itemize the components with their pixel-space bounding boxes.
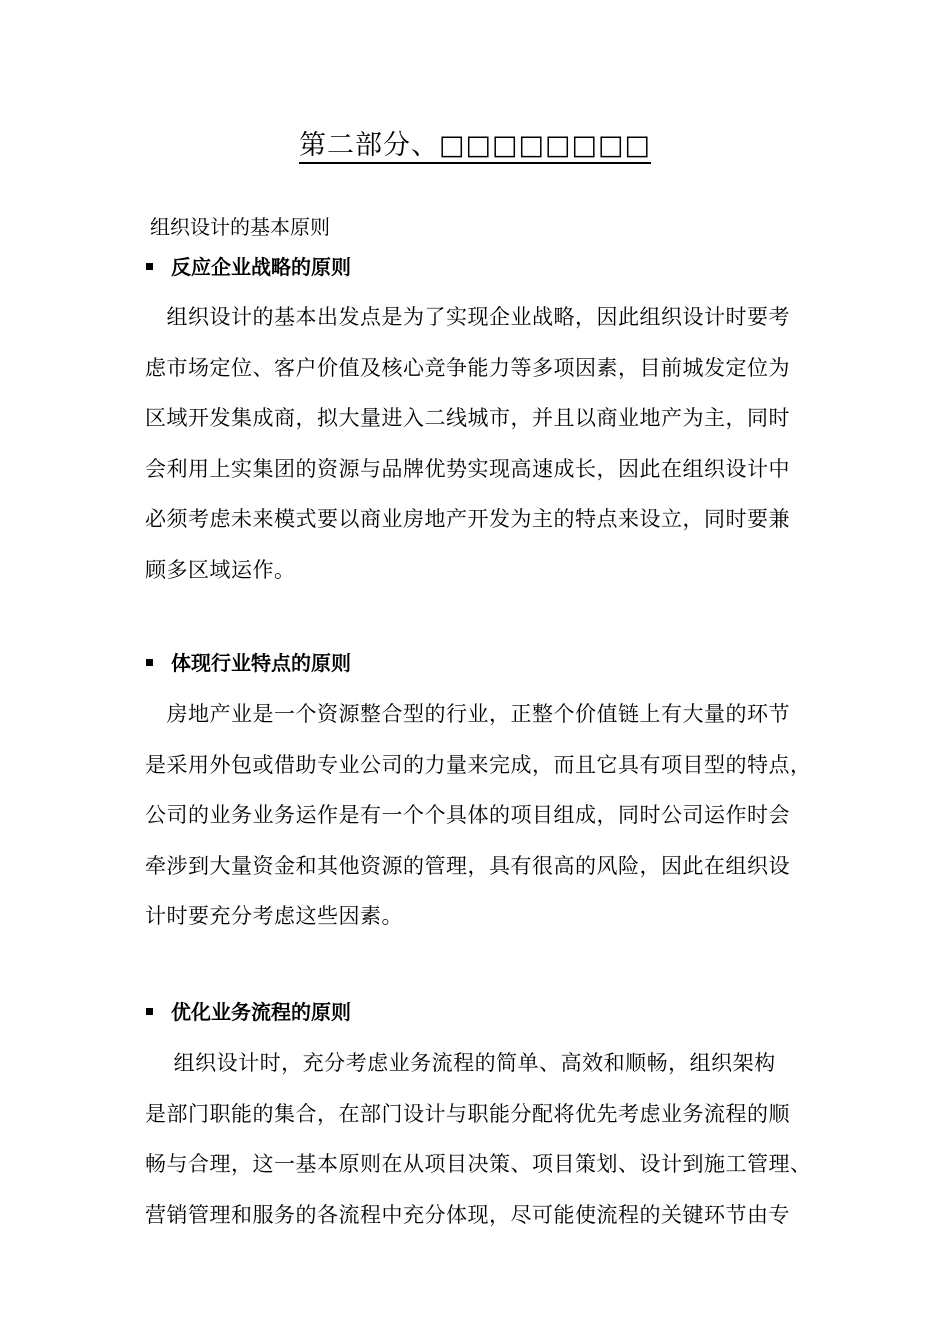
paragraph-line: 必须考虑未来模式要以商业房地产开发为主的特点来设立，同时要兼 bbox=[145, 507, 790, 531]
paragraph-line: 计时要充分考虑这些因素。 bbox=[145, 904, 403, 928]
bullet-heading-label: 反应企业战略的原则 bbox=[171, 255, 351, 279]
page-title bbox=[0, 128, 950, 164]
paragraph-line: 组织设计的基本出发点是为了实现企业战略，因此组织设计时要考 bbox=[145, 305, 790, 329]
square-bullet-icon bbox=[146, 1008, 153, 1015]
paragraph-line: 是部门职能的集合，在部门设计与职能分配将优先考虑业务流程的顺 bbox=[145, 1101, 790, 1126]
paragraph-line: 会利用上实集团的资源与品牌优势实现高速成长，因此在组织设计中 bbox=[145, 456, 790, 481]
paragraph-industry bbox=[145, 689, 850, 942]
bullet-heading-label: 优化业务流程的原则 bbox=[171, 1000, 351, 1024]
paragraph-line: 组织设计时，充分考虑业务流程的简单、高效和顺畅，组织架构 bbox=[145, 1051, 776, 1075]
square-bullet-icon bbox=[146, 659, 153, 666]
square-bullet-icon bbox=[146, 263, 153, 270]
paragraph-line: 是采用外包或借助专业公司的力量来完成，而且它具有项目型的特点， bbox=[145, 752, 812, 777]
paragraph-line: 房地产业是一个资源整合型的行业，正整个价值链上有大量的环节 bbox=[145, 702, 790, 726]
paragraph-line: 虑市场定位、客户价值及核心竞争能力等多项因素，目前城发定位为 bbox=[145, 355, 790, 380]
bullet-heading-process bbox=[146, 997, 351, 1027]
paragraph-strategy bbox=[145, 292, 850, 595]
paragraph-line: 区域开发集成商，拟大量进入二线城市，并且以商业地产为主，同时 bbox=[145, 406, 790, 430]
paragraph-line: 公司的业务业务运作是有一个个具体的项目组成，同时公司运作时会 bbox=[145, 803, 790, 827]
bullet-heading-strategy bbox=[146, 252, 351, 282]
paragraph-process bbox=[145, 1038, 850, 1240]
page-title-text: 第二部分、□□□□□□□□ bbox=[299, 130, 651, 164]
paragraph-line: 顾多区域运作。 bbox=[145, 557, 296, 582]
bullet-heading-label: 体现行业特点的原则 bbox=[171, 651, 351, 675]
bullet-heading-industry bbox=[146, 648, 351, 678]
paragraph-line: 牵涉到大量资金和其他资源的管理，具有很高的风险，因此在组织设 bbox=[145, 853, 790, 878]
section-heading: 组织设计的基本原则 bbox=[150, 215, 330, 239]
paragraph-line: 畅与合理，这一基本原则在从项目决策、项目策划、设计到施工管理、 bbox=[145, 1152, 812, 1176]
paragraph-line: 营销管理和服务的各流程中充分体现，尽可能使流程的关键环节由专 bbox=[145, 1202, 790, 1227]
